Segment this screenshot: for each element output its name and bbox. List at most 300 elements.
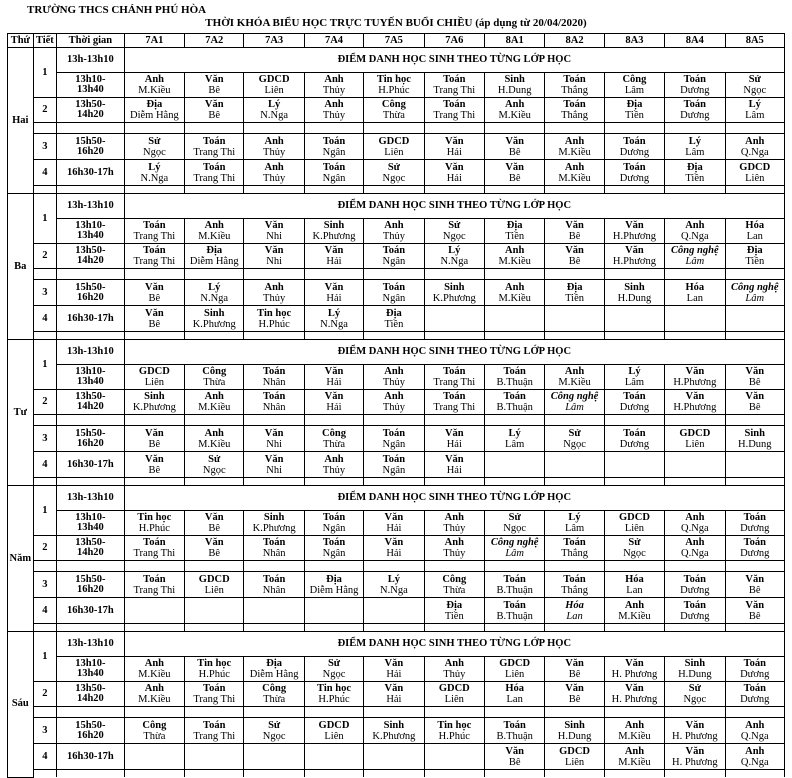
class-cell [424,657,484,682]
teacher: N.Nga [140,172,169,184]
class-cell [424,452,484,478]
time-text: 13h50- [75,99,106,110]
class-cell [244,134,304,160]
class-cell [604,160,664,186]
class-cell [484,452,544,478]
teacher: Dương [619,438,650,450]
subject: Anh [384,391,404,402]
subject: Hóa [565,599,584,611]
period-row [8,98,785,123]
teacher: Bê [208,85,221,96]
subject: Anh [384,220,404,231]
class-cell [424,390,484,415]
subject: Anh [505,245,525,256]
teacher: Bê [148,318,161,330]
class-cell [124,73,184,98]
spacer-cell [124,332,184,340]
class-cell [545,744,604,770]
subject: Công nghệ [490,537,539,548]
teacher: M.Kiều [138,694,171,705]
class-cell [364,657,424,682]
teacher: Ngọc [683,694,707,705]
time-text: 13h40 [76,376,104,387]
class-cell [124,365,184,390]
class-cell [545,160,604,186]
class-cell [484,98,544,123]
spacer-cell [57,624,125,632]
time-cell [57,134,125,160]
teacher: H.Dung [497,85,532,96]
teacher: Lâm [505,548,525,559]
teacher: M.Kiều [618,756,651,768]
teacher: Hải [326,377,342,388]
time-text: 13h50- [75,537,106,548]
teacher: Bê [568,256,581,267]
teacher: Bê [568,694,581,705]
teacher: Q.Nga [740,146,769,158]
rollcall-banner: ĐIỂM DANH HỌC SINH THEO TỪNG LỚP HỌC [124,340,784,365]
teacher: Ngân [382,464,406,476]
teacher: Bê [208,548,221,559]
teacher: Ngọc [262,730,286,742]
spacer-cell [124,123,184,134]
period-number: 1 [33,340,57,390]
spacer-cell [57,123,125,134]
teacher: Hải [386,523,402,534]
teacher: Q.Nga [740,756,769,768]
class-cell [725,134,784,160]
teacher: Trang Thi [193,146,236,158]
class-cell [124,280,184,306]
teacher: K.Phương [192,318,236,330]
subject: Toán [743,537,766,548]
time-text: 13h40 [76,84,104,95]
subject: Công [442,573,467,585]
teacher: Lan [746,231,763,242]
spacer-cell [304,561,363,572]
teacher: Lâm [745,110,765,121]
subject: Toán [563,573,586,585]
spacer-cell [33,186,57,194]
class-cell [244,160,304,186]
teacher: Liên [624,523,645,534]
class-cell [364,744,424,770]
subject: Công [381,99,406,110]
class-cell [364,682,424,707]
time-text: 14h20 [76,547,104,558]
time-text: 13h40 [76,522,104,533]
subject: Công nghệ [730,281,779,293]
class-cell [604,511,664,536]
subject: Lý [508,427,521,439]
teacher: Ngọc [743,85,767,96]
teacher: M.Kiều [618,730,651,742]
subject: Văn [444,453,464,465]
subject: Sinh [564,719,585,731]
rollcall-time: 13h-13h10 [57,340,125,365]
teacher: Trang Thi [133,231,176,242]
subject: Anh [264,281,284,293]
subject: Văn [565,245,584,256]
class-cell [304,280,363,306]
subject: Sinh [744,427,765,439]
class-cell [185,598,244,624]
subject: Toán [503,719,526,731]
col-header: 8A2 [545,34,604,48]
spacer-cell [244,415,304,426]
subject: Anh [444,537,464,548]
subject: Công [322,427,346,439]
spacer-cell [424,186,484,194]
class-cell [124,598,184,624]
class-cell [364,306,424,332]
spacer-cell [725,624,784,632]
teacher: Thừa [323,438,346,450]
teacher: Thừa [443,584,466,596]
teacher: Trang Thi [193,730,236,742]
spacer-cell [185,269,244,280]
subject: Văn [625,220,644,231]
subject: Anh [685,537,705,548]
subject: Văn [264,220,284,231]
teacher: Thủy [322,110,346,121]
spacer-cell [364,332,424,340]
spacer-cell [124,186,184,194]
spacer-cell [545,269,604,280]
class-cell [364,280,424,306]
period-number: 2 [33,536,57,561]
class-cell [665,657,725,682]
subject: Văn [625,245,644,256]
period-number: 1 [33,48,57,98]
subject: Sử [688,683,701,694]
teacher: Thắng [561,584,588,596]
spacer-cell [57,186,125,194]
subject: Lý [387,573,401,585]
time-cell [57,536,125,561]
subject: Văn [145,307,164,319]
spacer-cell [57,415,125,426]
subject: Toán [203,135,226,147]
subject: Sử [508,512,521,523]
teacher: H.Dung [678,669,712,680]
subject: Anh [204,220,224,231]
subject: Anh [144,74,164,85]
subject: Lý [327,307,341,319]
subject: Tin học [257,307,292,319]
teacher: Liên [564,756,585,768]
subject: GDCD [198,573,230,585]
subject: Lý [148,161,161,173]
teacher: Thủy [382,231,405,242]
teacher: Lâm [565,402,584,413]
class-cell [424,744,484,770]
subject: Anh [624,599,645,611]
subject: Địa [386,307,402,319]
teacher: H. Phương [611,694,658,705]
period-number: 4 [33,452,57,478]
subject: Toán [382,245,406,256]
spacer-cell [665,415,725,426]
teacher: H. Phương [672,730,718,742]
class-cell [185,426,244,452]
subject: Toán [143,537,166,548]
subject: Toán [143,573,166,585]
class-cell [725,452,784,478]
subject: Văn [685,719,705,731]
teacher: Ngọc [382,172,406,184]
teacher: Ngân [322,523,346,534]
teacher: Trang Thi [133,256,176,267]
teacher: Liên [384,146,404,158]
subject: Địa [326,573,342,585]
spacer-row [8,707,785,718]
teacher: M.Kiều [498,256,531,267]
teacher: K.Phương [252,523,296,534]
subject: Sinh [383,719,405,731]
spacer-cell [304,707,363,718]
subject: Công [142,719,167,731]
class-cell [304,718,363,744]
subject: Địa [746,245,763,256]
class-cell [725,718,784,744]
subject: Toán [322,512,346,523]
teacher: K.Phương [432,292,476,304]
class-cell [244,511,304,536]
subject: Văn [745,573,765,585]
period-number: 4 [33,744,57,770]
class-cell [484,160,544,186]
subject: Sử [208,453,221,465]
spacer-cell [604,415,664,426]
class-cell [124,98,184,123]
spacer-cell [244,561,304,572]
teacher: Ngân [322,548,346,559]
class-cell [604,536,664,561]
subject: Văn [204,512,224,523]
period-row [8,134,785,160]
spacer-cell [33,561,57,572]
spacer-cell [604,269,664,280]
subject: Công [202,366,227,377]
spacer-cell [124,269,184,280]
subject: GDCD [378,135,410,147]
teacher: Bê [508,172,521,184]
class-cell [304,657,363,682]
teacher: Q.Nga [680,231,709,242]
subject: Toán [322,537,346,548]
time-text: 13h50- [75,683,106,694]
class-cell [484,657,544,682]
period-row [8,598,785,624]
time-cell [57,73,125,98]
teacher: Dương [740,694,770,705]
subject: Toán [563,99,586,110]
teacher: Tiền [625,110,644,121]
class-cell [665,511,725,536]
class-cell [124,657,184,682]
subject: GDCD [618,512,650,523]
period-number: 3 [33,426,57,452]
teacher: M.Kiều [198,438,231,450]
spacer-cell [484,624,544,632]
subject: Anh [685,220,705,231]
subject: Sinh [504,74,525,85]
subject: GDCD [679,427,711,439]
spacer-cell [124,415,184,426]
class-cell [424,536,484,561]
class-cell [725,536,784,561]
spacer-cell [604,707,664,718]
class-cell [364,511,424,536]
class-cell [185,536,244,561]
subject: Toán [683,99,707,110]
subject: Toán [743,683,766,694]
time-cell [57,219,125,244]
class-cell [424,134,484,160]
subject: Lý [628,366,641,377]
class-cell [545,536,604,561]
spacer-cell [424,478,484,486]
period-number: 2 [33,244,57,269]
teacher: Trang Thi [193,172,236,184]
timetable-title: THỜI KHÓA BIỂU HỌC TRỰC TUYẾN BUỔI CHIỀU (áp dụng từ 20/04/2020) [205,17,587,29]
spacer-cell [304,624,363,632]
teacher: B.Thuận [496,610,533,622]
spacer-cell [725,186,784,194]
class-cell [665,365,725,390]
class-cell [665,452,725,478]
spacer-cell [57,561,125,572]
teacher: Bê [508,146,521,158]
class-cell [545,426,604,452]
class-cell [545,73,604,98]
class-cell [124,452,184,478]
subject: Văn [204,99,224,110]
time-cell [57,390,125,415]
teacher: Tiền [745,256,765,267]
class-cell [185,98,244,123]
period-row [8,426,785,452]
subject: Anh [324,99,344,110]
class-cell [185,718,244,744]
spacer-cell [304,123,363,134]
spacer-cell [545,332,604,340]
teacher: Hải [326,292,342,304]
teacher: Nhân [262,584,286,596]
spacer-cell [725,707,784,718]
teacher: Hải [326,402,342,413]
class-cell [725,598,784,624]
spacer-cell [33,123,57,134]
spacer-cell [364,561,424,572]
spacer-cell [545,415,604,426]
teacher: Bê [148,464,161,476]
spacer-cell [364,707,424,718]
teacher: Bê [148,292,161,304]
teacher: M.Kiều [498,292,531,304]
spacer-cell [185,707,244,718]
teacher: Tiền [565,292,584,304]
teacher: H.Phúc [198,669,230,680]
class-cell [604,426,664,452]
time-text: 15h50- [75,719,106,731]
subject: Tin học [197,658,232,669]
period-number: 4 [33,598,57,624]
teacher: Ngân [382,292,406,304]
subject: GDCD [258,74,290,85]
col-header: 8A5 [725,34,784,48]
subject: Văn [745,366,765,377]
time-text: 16h20 [76,145,104,157]
period-row [8,682,785,707]
time-text: 13h50- [75,245,106,256]
spacer-cell [244,186,304,194]
subject: Toán [743,512,766,523]
class-cell [185,390,244,415]
subject: Hóa [505,683,525,694]
subject: Văn [324,391,344,402]
spacer-cell [57,269,125,280]
period-number: 1 [33,194,57,244]
subject: Sử [448,220,461,231]
subject: Toán [143,220,166,231]
teacher: Thủy [443,548,466,559]
spacer-row [8,561,785,572]
period-number: 3 [33,134,57,160]
spacer-cell [364,186,424,194]
class-cell [424,598,484,624]
subject: Sử [387,161,400,173]
subject: Văn [625,658,644,669]
teacher: H.Phương [673,402,717,413]
subject: Công nghệ [550,391,599,402]
teacher: Thừa [203,377,226,388]
subject: Văn [505,745,525,757]
class-cell [665,572,725,598]
class-cell [484,426,544,452]
class-cell [244,244,304,269]
subject: Sinh [263,512,285,523]
class-cell [124,682,184,707]
class-cell [545,306,604,332]
period-row [8,73,785,98]
teacher: Bê [208,110,221,121]
teacher: Lâm [745,292,765,304]
teacher: Bê [568,669,581,680]
class-cell [484,306,544,332]
class-cell [304,365,363,390]
subject: Văn [505,161,525,173]
subject: Anh [745,719,765,731]
col-header: 7A1 [124,34,184,48]
class-cell [665,98,725,123]
teacher: Nhi [266,231,282,242]
teacher: Thủy [322,464,346,476]
class-cell [604,219,664,244]
col-header: 7A4 [304,34,363,48]
class-cell [484,572,544,598]
subject: Văn [745,599,765,611]
separator-row [8,332,785,340]
teacher: Q.Nga [740,730,769,742]
period-number: 3 [33,572,57,598]
period-row [8,657,785,682]
spacer-cell [57,707,125,718]
teacher: Liên [204,584,224,596]
class-cell [304,536,363,561]
class-cell [545,244,604,269]
